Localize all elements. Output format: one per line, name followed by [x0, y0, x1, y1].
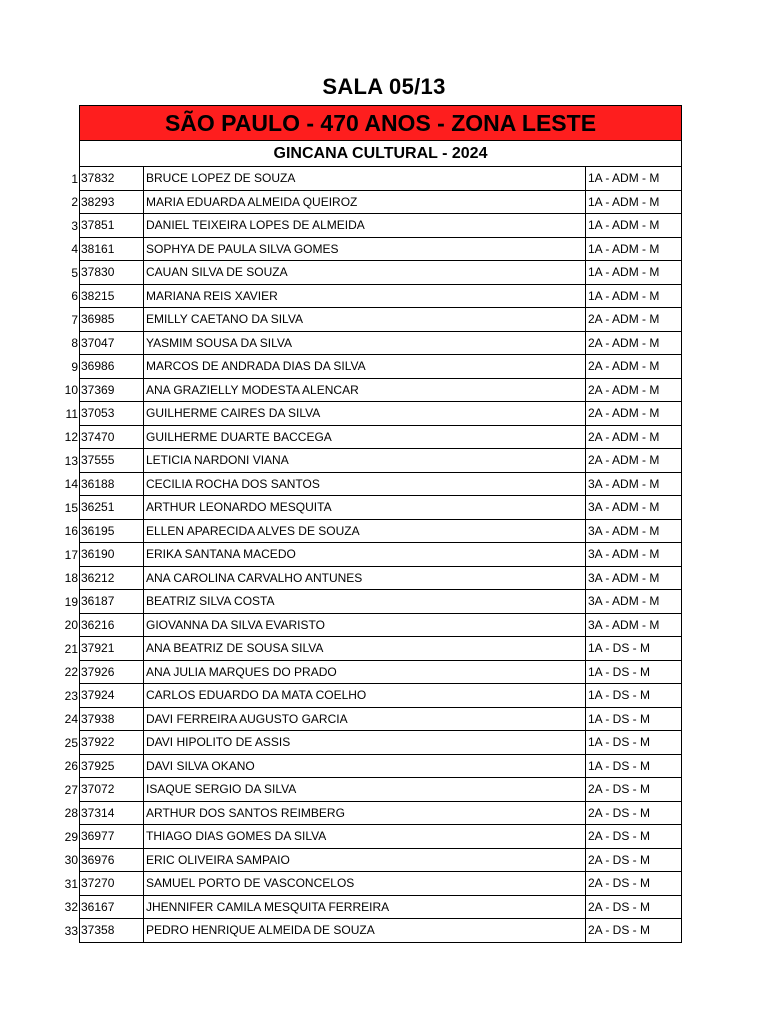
row-number: 12	[64, 430, 78, 445]
student-id: 37047	[79, 332, 144, 356]
student-id: 37358	[79, 919, 144, 943]
student-id: 36976	[79, 849, 144, 873]
table-row	[0, 825, 768, 849]
row-number: 23	[64, 688, 78, 703]
student-id: 37314	[79, 802, 144, 826]
row-number: 26	[64, 759, 78, 774]
row-number: 20	[64, 618, 78, 633]
student-id: 36212	[79, 567, 144, 591]
student-id: 37925	[79, 755, 144, 779]
student-id: 37922	[79, 731, 144, 755]
student-class: 2A - ADM - M	[586, 355, 682, 379]
student-id: 36167	[79, 896, 144, 920]
student-name: DAVI HIPOLITO DE ASSIS	[144, 731, 586, 755]
student-name: GIOVANNA DA SILVA EVARISTO	[144, 614, 586, 638]
student-class: 1A - DS - M	[586, 684, 682, 708]
table-row	[0, 426, 768, 450]
student-name: ANA CAROLINA CARVALHO ANTUNES	[144, 567, 586, 591]
student-name: BRUCE LOPEZ DE SOUZA	[144, 167, 586, 191]
row-number: 5	[71, 265, 78, 280]
row-number: 32	[64, 900, 78, 915]
table-row	[0, 402, 768, 426]
row-number: 6	[71, 289, 78, 304]
row-number: 27	[64, 782, 78, 797]
student-class: 2A - ADM - M	[586, 449, 682, 473]
table-row	[0, 261, 768, 285]
row-number: 24	[64, 712, 78, 727]
student-id: 36195	[79, 520, 144, 544]
student-name: SOPHYA DE PAULA SILVA GOMES	[144, 238, 586, 262]
student-id: 36977	[79, 825, 144, 849]
row-number: 15	[64, 500, 78, 515]
student-class: 2A - DS - M	[586, 802, 682, 826]
student-name: THIAGO DIAS GOMES DA SILVA	[144, 825, 586, 849]
row-number: 22	[64, 665, 78, 680]
student-id: 36187	[79, 590, 144, 614]
student-name: CECILIA ROCHA DOS SANTOS	[144, 473, 586, 497]
student-id: 36986	[79, 355, 144, 379]
row-number: 13	[64, 453, 78, 468]
student-id: 36985	[79, 308, 144, 332]
row-number: 17	[64, 547, 78, 562]
table-row	[0, 496, 768, 520]
table-row	[0, 520, 768, 544]
row-number: 10	[64, 383, 78, 398]
student-name: BEATRIZ SILVA COSTA	[144, 590, 586, 614]
row-number: 33	[64, 923, 78, 938]
student-id: 37072	[79, 778, 144, 802]
student-name: CARLOS EDUARDO DA MATA COELHO	[144, 684, 586, 708]
student-id: 36251	[79, 496, 144, 520]
table-row	[0, 449, 768, 473]
row-number: 16	[64, 524, 78, 539]
student-class: 2A - DS - M	[586, 849, 682, 873]
table-row	[0, 684, 768, 708]
row-number: 25	[64, 735, 78, 750]
student-class: 3A - ADM - M	[586, 590, 682, 614]
student-name: ISAQUE SERGIO DA SILVA	[144, 778, 586, 802]
student-class: 2A - DS - M	[586, 896, 682, 920]
student-class: 2A - DS - M	[586, 778, 682, 802]
student-id: 36188	[79, 473, 144, 497]
student-class: 3A - ADM - M	[586, 520, 682, 544]
table-row	[0, 543, 768, 567]
student-id: 37851	[79, 214, 144, 238]
table-row	[0, 332, 768, 356]
student-name: SAMUEL PORTO DE VASCONCELOS	[144, 872, 586, 896]
student-class: 2A - ADM - M	[586, 426, 682, 450]
row-number: 30	[64, 853, 78, 868]
student-class: 1A - ADM - M	[586, 285, 682, 309]
table-row	[0, 473, 768, 497]
table-row	[0, 731, 768, 755]
student-id: 37053	[79, 402, 144, 426]
student-class: 1A - DS - M	[586, 661, 682, 685]
student-name: ERIC OLIVEIRA SAMPAIO	[144, 849, 586, 873]
student-name: MARIANA REIS XAVIER	[144, 285, 586, 309]
table-row	[0, 802, 768, 826]
student-name: YASMIM SOUSA DA SILVA	[144, 332, 586, 356]
student-class: 1A - DS - M	[586, 708, 682, 732]
student-id: 37924	[79, 684, 144, 708]
row-number: 2	[71, 195, 78, 210]
row-number: 3	[71, 218, 78, 233]
student-id: 38161	[79, 238, 144, 262]
student-class: 2A - DS - M	[586, 825, 682, 849]
row-number: 21	[64, 641, 78, 656]
student-class: 3A - ADM - M	[586, 567, 682, 591]
row-number: 18	[64, 571, 78, 586]
student-name: GUILHERME CAIRES DA SILVA	[144, 402, 586, 426]
student-class: 3A - ADM - M	[586, 543, 682, 567]
student-id: 38215	[79, 285, 144, 309]
student-class: 1A - ADM - M	[586, 167, 682, 191]
student-class: 1A - ADM - M	[586, 214, 682, 238]
table-row	[0, 778, 768, 802]
room-title: SALA 05/13	[322, 74, 446, 99]
student-class: 2A - ADM - M	[586, 332, 682, 356]
student-id: 37830	[79, 261, 144, 285]
table-row	[0, 919, 768, 943]
row-number: 19	[64, 594, 78, 609]
student-name: DAVI SILVA OKANO	[144, 755, 586, 779]
row-number: 11	[65, 406, 78, 421]
student-id: 36216	[79, 614, 144, 638]
student-name: ANA JULIA MARQUES DO PRADO	[144, 661, 586, 685]
table-row	[0, 355, 768, 379]
student-name: ARTHUR DOS SANTOS REIMBERG	[144, 802, 586, 826]
student-class: 2A - ADM - M	[586, 402, 682, 426]
student-name: JHENNIFER CAMILA MESQUITA FERREIRA	[144, 896, 586, 920]
student-name: ERIKA SANTANA MACEDO	[144, 543, 586, 567]
student-class: 1A - ADM - M	[586, 261, 682, 285]
student-name: ANA GRAZIELLY MODESTA ALENCAR	[144, 379, 586, 403]
student-id: 37938	[79, 708, 144, 732]
row-number: 28	[64, 806, 78, 821]
table-row	[0, 238, 768, 262]
student-class: 2A - ADM - M	[586, 308, 682, 332]
row-number: 1	[71, 171, 78, 186]
student-class: 2A - ADM - M	[586, 379, 682, 403]
table-row	[0, 285, 768, 309]
student-class: 2A - DS - M	[586, 872, 682, 896]
row-number: 14	[64, 477, 78, 492]
student-class: 1A - DS - M	[586, 755, 682, 779]
student-id: 37470	[79, 426, 144, 450]
table-row	[0, 755, 768, 779]
student-name: DANIEL TEIXEIRA LOPES DE ALMEIDA	[144, 214, 586, 238]
student-class: 3A - ADM - M	[586, 473, 682, 497]
table-row	[0, 849, 768, 873]
event-subtitle: GINCANA CULTURAL - 2024	[79, 141, 682, 167]
row-number: 9	[71, 359, 78, 374]
student-id: 38293	[79, 191, 144, 215]
student-class: 1A - DS - M	[586, 731, 682, 755]
student-id: 37270	[79, 872, 144, 896]
student-name: ARTHUR LEONARDO MESQUITA	[144, 496, 586, 520]
student-class: 1A - ADM - M	[586, 191, 682, 215]
student-name: MARIA EDUARDA ALMEIDA QUEIROZ	[144, 191, 586, 215]
student-id: 36190	[79, 543, 144, 567]
student-id: 37369	[79, 379, 144, 403]
student-name: ELLEN APARECIDA ALVES DE SOUZA	[144, 520, 586, 544]
student-name: LETICIA NARDONI VIANA	[144, 449, 586, 473]
row-number: 29	[64, 829, 78, 844]
student-class: 3A - ADM - M	[586, 614, 682, 638]
row-number: 8	[71, 336, 78, 351]
table-row	[0, 708, 768, 732]
table-row	[0, 308, 768, 332]
student-table	[0, 167, 768, 943]
student-id: 37926	[79, 661, 144, 685]
student-name: ANA BEATRIZ DE SOUSA SILVA	[144, 637, 586, 661]
student-id: 37921	[79, 637, 144, 661]
student-name: EMILLY CAETANO DA SILVA	[144, 308, 586, 332]
student-name: MARCOS DE ANDRADA DIAS DA SILVA	[144, 355, 586, 379]
table-row	[0, 614, 768, 638]
student-id: 37555	[79, 449, 144, 473]
student-class: 1A - ADM - M	[586, 238, 682, 262]
table-row	[0, 872, 768, 896]
table-row	[0, 167, 768, 191]
student-class: 1A - DS - M	[586, 637, 682, 661]
student-name: DAVI FERREIRA AUGUSTO GARCIA	[144, 708, 586, 732]
table-row	[0, 637, 768, 661]
row-number: 4	[71, 242, 78, 257]
student-class: 3A - ADM - M	[586, 496, 682, 520]
student-class: 2A - DS - M	[586, 919, 682, 943]
student-name: CAUAN SILVA DE SOUZA	[144, 261, 586, 285]
row-number: 7	[71, 312, 78, 327]
table-row	[0, 661, 768, 685]
table-row	[0, 896, 768, 920]
table-row	[0, 567, 768, 591]
student-name: PEDRO HENRIQUE ALMEIDA DE SOUZA	[144, 919, 586, 943]
table-row	[0, 214, 768, 238]
row-number: 31	[64, 876, 78, 891]
student-name: GUILHERME DUARTE BACCEGA	[144, 426, 586, 450]
student-id: 37832	[79, 167, 144, 191]
event-banner: SÃO PAULO - 470 ANOS - ZONA LESTE	[79, 105, 682, 141]
table-row	[0, 379, 768, 403]
table-row	[0, 191, 768, 215]
table-row	[0, 590, 768, 614]
